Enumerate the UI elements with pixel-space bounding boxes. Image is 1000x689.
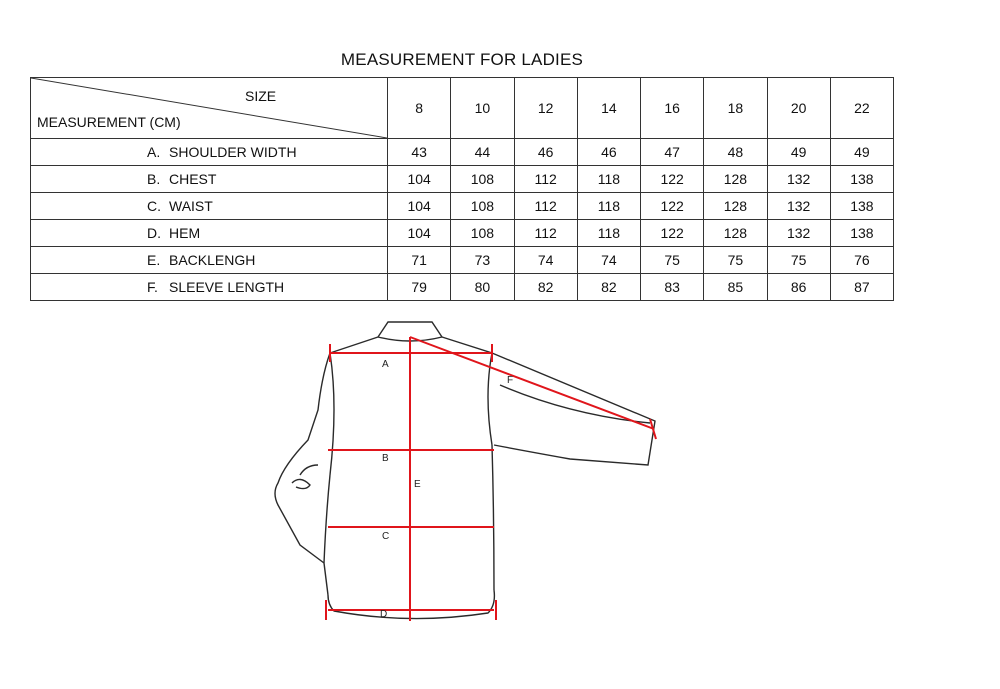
size-header: 18	[704, 78, 767, 139]
right-sleeve-outline	[492, 353, 655, 465]
measurement-value-cell: 138	[830, 166, 893, 193]
measurement-name-cell	[31, 193, 388, 220]
measurement-value-cell: 43	[388, 139, 451, 166]
measurement-name: SHOULDER WIDTH	[169, 144, 297, 160]
measurement-value-cell: 108	[451, 193, 514, 220]
measurement-name: HEM	[169, 225, 201, 241]
page-title: MEASUREMENT FOR LADIES	[340, 50, 584, 69]
measurement-value-cell: 128	[704, 193, 767, 220]
measurement-value-cell: 108	[451, 220, 514, 247]
measurement-value-cell: 104	[388, 220, 451, 247]
measurement-value-cell: 48	[704, 139, 767, 166]
label-f: F	[507, 375, 514, 386]
measurement-letter: F.	[147, 279, 158, 295]
right-body-edge	[492, 445, 494, 590]
measurement-name: WAIST	[169, 198, 213, 214]
measurement-value-cell: 128	[704, 166, 767, 193]
measurement-value-cell: 74	[577, 247, 640, 274]
measurement-value-cell: 82	[577, 274, 640, 301]
left-elbow-fold	[300, 465, 318, 475]
collar-outline	[378, 322, 442, 337]
measurement-value-cell: 138	[830, 193, 893, 220]
measurement-value-cell: 86	[767, 274, 830, 301]
size-header: 20	[767, 78, 830, 139]
label-e: E	[414, 479, 421, 490]
measurement-name: SLEEVE LENGTH	[169, 279, 285, 295]
measurement-name-cell	[31, 166, 388, 193]
measurement-value-cell: 83	[641, 274, 704, 301]
table-row	[31, 193, 894, 220]
table-row	[31, 220, 894, 247]
label-c: C	[382, 531, 390, 542]
measurement-value-cell: 46	[514, 139, 577, 166]
measurement-lines	[326, 337, 656, 621]
measurement-letter: E.	[147, 252, 161, 268]
measurement-value-cell: 112	[514, 220, 577, 247]
table-row	[31, 139, 894, 166]
table-row	[31, 274, 894, 301]
measurement-value-cell: 74	[514, 247, 577, 274]
garment-diagram	[270, 315, 670, 630]
measurement-value-cell: 85	[704, 274, 767, 301]
measurement-value-cell: 132	[767, 220, 830, 247]
measurement-value-cell: 87	[830, 274, 893, 301]
left-armhole	[330, 353, 334, 475]
measurement-name-cell	[31, 220, 388, 247]
measurement-value-cell: 44	[451, 139, 514, 166]
measurement-value-cell: 132	[767, 193, 830, 220]
measurement-value-cell: 82	[514, 274, 577, 301]
measurement-name: BACKLENGH	[169, 252, 256, 268]
measurement-value-cell: 112	[514, 166, 577, 193]
measurement-value-cell: 71	[388, 247, 451, 274]
measurement-value-cell: 128	[704, 220, 767, 247]
measurement-value-cell: 47	[641, 139, 704, 166]
measurement-value-cell: 118	[577, 220, 640, 247]
garment-outline	[275, 322, 655, 619]
label-d: D	[380, 609, 388, 620]
measurement-value-cell: 108	[451, 166, 514, 193]
line-f-sleeve	[410, 337, 654, 429]
measurement-name-cell	[31, 247, 388, 274]
measurement-value-cell: 112	[514, 193, 577, 220]
size-header: 12	[514, 78, 577, 139]
size-header: 8	[388, 78, 451, 139]
table-row	[31, 247, 894, 274]
measurement-name-cell	[31, 139, 388, 166]
measurement-value-cell: 122	[641, 193, 704, 220]
measurement-value-cell: 118	[577, 193, 640, 220]
left-side-seam	[324, 563, 328, 595]
measurement-value-cell: 46	[577, 139, 640, 166]
measurement-letter: B.	[147, 171, 161, 187]
table-header-row	[31, 78, 894, 139]
measurement-value-cell: 138	[830, 220, 893, 247]
measurement-value-cell: 76	[830, 247, 893, 274]
measurement-value-cell: 104	[388, 166, 451, 193]
measurement-value-cell: 122	[641, 166, 704, 193]
measurement-value-cell: 49	[830, 139, 893, 166]
size-chart-table	[30, 77, 894, 301]
measurement-value-cell: 79	[388, 274, 451, 301]
left-body-edge	[324, 475, 330, 563]
size-header: 22	[830, 78, 893, 139]
measurement-value-cell: 104	[388, 193, 451, 220]
table-row	[31, 166, 894, 193]
size-header: 14	[577, 78, 640, 139]
measurement-letter: A.	[147, 144, 161, 160]
measurement-value-cell: 73	[451, 247, 514, 274]
measurement-name-cell	[31, 274, 388, 301]
table-body	[31, 139, 894, 301]
measurement-value-cell: 122	[641, 220, 704, 247]
hem-outline	[328, 590, 494, 619]
measurement-letter: C.	[147, 198, 161, 214]
table-corner-cell	[31, 78, 388, 139]
measurement-value-cell: 75	[704, 247, 767, 274]
measurement-value-cell: 75	[641, 247, 704, 274]
size-header: 16	[641, 78, 704, 139]
measurement-letter: D.	[147, 225, 161, 241]
measurement-value-cell: 49	[767, 139, 830, 166]
measurement-value-cell: 118	[577, 166, 640, 193]
label-b: B	[382, 453, 389, 464]
left-cuff-detail	[292, 479, 310, 488]
measurement-header-label: MEASUREMENT (CM)	[37, 114, 181, 130]
right-sleeve-fold	[500, 385, 650, 423]
measurement-value-cell: 75	[767, 247, 830, 274]
size-header-label: SIZE	[245, 88, 277, 104]
size-header: 10	[451, 78, 514, 139]
measurement-name: CHEST	[169, 171, 217, 187]
label-a: A	[382, 359, 389, 370]
measurement-value-cell: 132	[767, 166, 830, 193]
measurement-value-cell: 80	[451, 274, 514, 301]
